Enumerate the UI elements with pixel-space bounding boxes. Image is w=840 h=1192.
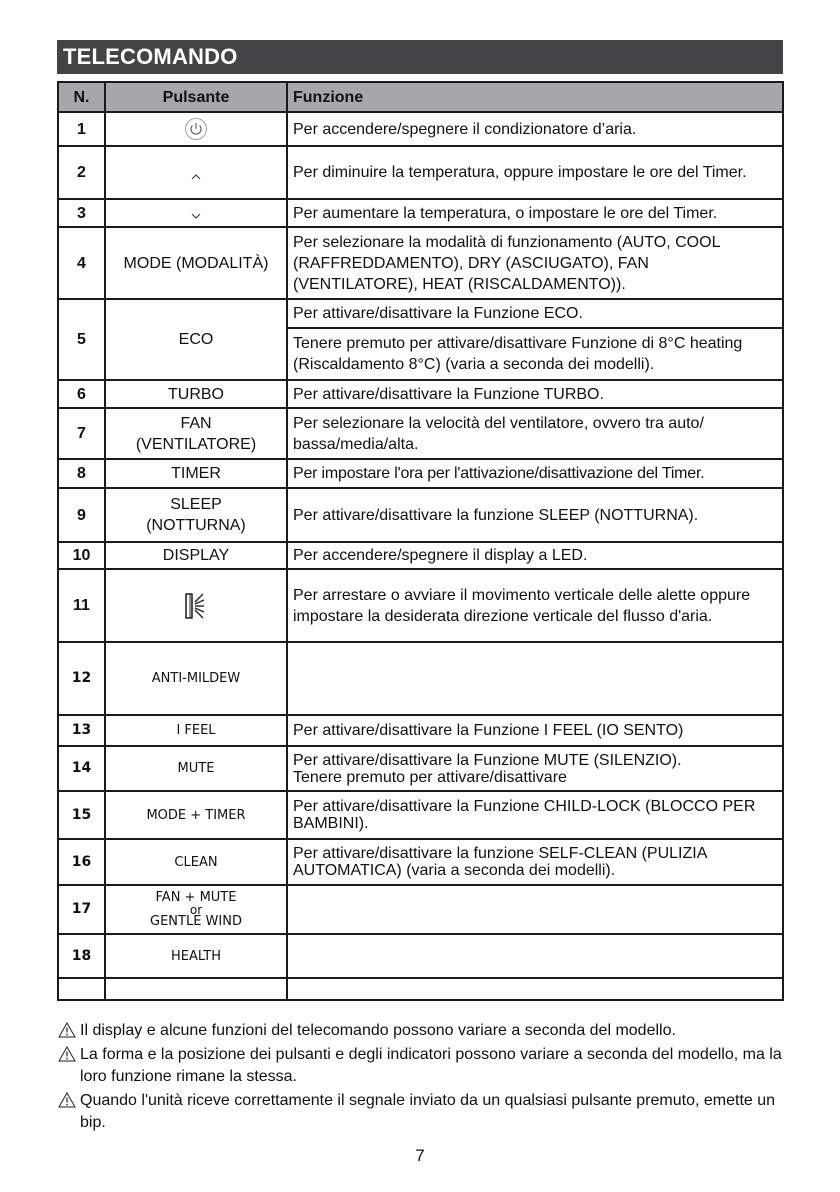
button-cell <box>105 199 287 227</box>
table-row <box>58 542 783 569</box>
row-number: 4 <box>58 227 105 299</box>
function-line: Tenere premuto per attivare/disattivare <box>293 768 567 786</box>
warning-icon <box>58 1046 76 1062</box>
button-label: TURBO <box>105 380 287 408</box>
table-row <box>58 459 783 488</box>
button-label-line: FAN + MUTE <box>155 889 237 905</box>
table-row <box>58 299 783 328</box>
section-title: TELECOMANDO <box>57 40 783 74</box>
button-cell <box>105 569 287 642</box>
note-item <box>58 1020 798 1042</box>
header-number: N. <box>58 82 105 112</box>
row-number: 16 <box>58 839 105 885</box>
function-cell: Per attivare/disattivare la funzione SLEEP (NOTTURNA). <box>287 488 783 542</box>
table-row <box>58 227 783 299</box>
button-label: TIMER <box>105 459 287 488</box>
function-cell: Per selezionare la velocità del ventilatore, ovvero tra auto/ bassa/media/alta. <box>287 408 783 459</box>
button-label <box>105 488 287 542</box>
row-number: 9 <box>58 488 105 542</box>
button-label: MODE + TIMER <box>105 791 287 839</box>
function-line: Per attivare/disattivare la Funzione MUTE (SILENZIO). <box>293 751 682 769</box>
table-row <box>58 839 783 885</box>
warning-icon <box>58 1092 76 1108</box>
table-header-row <box>58 82 783 112</box>
function-cell <box>287 885 783 934</box>
table-row <box>58 199 783 227</box>
button-label-line: or <box>189 902 203 917</box>
table-row <box>58 885 783 934</box>
button-label-line: (NOTTURNA) <box>146 517 246 534</box>
button-label-line: GENTLE WIND <box>150 913 242 929</box>
row-number <box>58 978 105 1000</box>
function-cell <box>287 642 783 715</box>
function-cell: Per accendere/spegnere il condizionatore d’aria. <box>287 112 783 146</box>
warning-icon <box>58 1022 76 1038</box>
row-number: 1 <box>58 112 105 146</box>
header-function: Funzione <box>287 82 783 112</box>
table-row <box>58 746 783 791</box>
row-number: 13 <box>58 715 105 746</box>
button-label: ECO <box>105 299 287 380</box>
row-number: 3 <box>58 199 105 227</box>
row-number: 18 <box>58 934 105 978</box>
function-cell: Per selezionare la modalità di funzionamento (AUTO, COOL (RAFFREDDAMENTO), DRY (ASCIUGATO), FAN (VENTILATORE), HEAT (RISCALDAMENTO)). <box>287 227 783 299</box>
table-row <box>58 569 783 642</box>
row-number: 17 <box>58 885 105 934</box>
button-label-line: SLEEP <box>170 496 222 513</box>
row-number: 5 <box>58 299 105 380</box>
power-icon <box>184 117 208 141</box>
chevron-down-icon <box>189 211 203 221</box>
function-cell: Per impostare l'ora per l'attivazione/disattivazione del Timer. <box>287 459 783 488</box>
note-text: La forma e la posizione dei pulsanti e degli indicatori possono variare a seconda del modello, ma la loro funzione rimane la stessa. <box>80 1046 782 1085</box>
row-number: 2 <box>58 146 105 199</box>
function-cell <box>287 934 783 978</box>
note-item <box>58 1090 798 1134</box>
table-row <box>58 934 783 978</box>
function-cell: Tenere premuto per attivare/disattivare Funzione di 8°C heating (Riscaldamento 8°C) (varia a seconda dei modelli). <box>287 328 783 380</box>
table-row <box>58 380 783 408</box>
table-row <box>58 488 783 542</box>
button-cell <box>105 146 287 199</box>
function-cell: Per attivare/disattivare la Funzione TURBO. <box>287 380 783 408</box>
button-label <box>105 408 287 459</box>
note-item <box>58 1044 798 1088</box>
button-label: I FEEL <box>105 715 287 746</box>
table-row <box>58 791 783 839</box>
button-label: ANTI-MILDEW <box>105 642 287 715</box>
row-number: 15 <box>58 791 105 839</box>
row-number: 8 <box>58 459 105 488</box>
function-cell: Per aumentare la temperatura, o impostare le ore del Timer. <box>287 199 783 227</box>
function-cell: Per attivare/disattivare la Funzione I FEEL (IO SENTO) <box>287 715 783 746</box>
note-text: Quando l'unità riceve correttamente il segnale inviato da un qualsiasi pulsante premuto, emette un bip. <box>80 1092 776 1131</box>
row-number: 6 <box>58 380 105 408</box>
table-row <box>58 715 783 746</box>
row-number: 12 <box>58 642 105 715</box>
button-label: DISPLAY <box>105 542 287 569</box>
remote-control-table <box>57 81 784 1001</box>
button-label <box>105 885 287 934</box>
function-cell: Per accendere/spegnere il display a LED. <box>287 542 783 569</box>
table-row <box>58 642 783 715</box>
button-label: MUTE <box>105 746 287 791</box>
button-label <box>105 978 287 1000</box>
function-cell <box>287 978 783 1000</box>
page-number: 7 <box>415 1146 425 1165</box>
note-text: Il display e alcune funzioni del telecomando possono variare a seconda del modello. <box>80 1022 676 1039</box>
notes-section <box>58 1020 798 1136</box>
button-label: MODE (MODALITÀ) <box>105 227 287 299</box>
row-number: 10 <box>58 542 105 569</box>
table-row <box>58 146 783 199</box>
button-label-line: FAN <box>180 414 212 432</box>
table-row-empty <box>58 978 783 1000</box>
chevron-up-icon <box>189 172 203 182</box>
function-cell <box>287 746 783 791</box>
function-cell: Per attivare/disattivare la funzione SELF-CLEAN (PULIZIA AUTOMATICA) (varia a seconda dei modelli). <box>287 839 783 885</box>
row-number: 7 <box>58 408 105 459</box>
function-cell: Per arrestare o avviare il movimento verticale delle alette oppure impostare la desiderata direzione verticale del flusso d'aria. <box>287 569 783 642</box>
table-row <box>58 408 783 459</box>
table-row <box>58 112 783 146</box>
header-button: Pulsante <box>105 82 287 112</box>
button-label: HEALTH <box>105 934 287 978</box>
row-number: 14 <box>58 746 105 791</box>
function-cell: Per diminuire la temperatura, oppure impostare le ore del Timer. <box>287 146 783 199</box>
button-label-line: (VENTILATORE) <box>135 435 257 453</box>
function-cell: Per attivare/disattivare la Funzione ECO. <box>287 299 783 328</box>
vertical-swing-icon <box>183 590 209 622</box>
function-cell: Per attivare/disattivare la Funzione CHILD-LOCK (BLOCCO PER BAMBINI). <box>287 791 783 839</box>
button-label: CLEAN <box>105 839 287 885</box>
button-cell <box>105 112 287 146</box>
row-number: 11 <box>58 569 105 642</box>
